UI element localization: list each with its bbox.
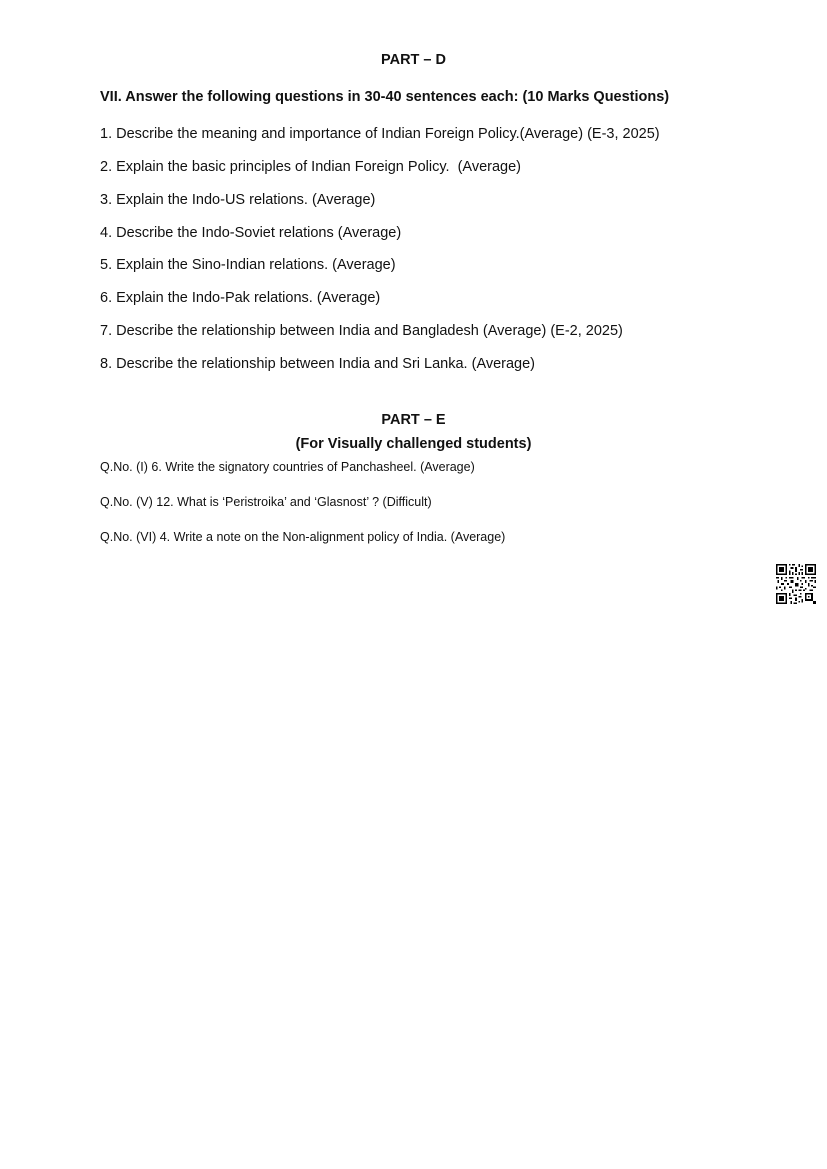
question-tag: (Average) (457, 159, 521, 175)
question-number: 3. (100, 192, 113, 208)
question-tag: (Average) (311, 192, 376, 208)
question-number: 4. (100, 225, 113, 241)
question-text: Explain the Indo-Pak relations. (116, 290, 313, 306)
qr-code-icon[interactable] (776, 564, 816, 604)
question-text: Describe the Indo-Soviet relations (116, 225, 334, 241)
question-item (100, 191, 375, 209)
question-reference: Q.No. (VI) 4. (100, 530, 171, 544)
question-tag: (Average) (337, 225, 402, 241)
question-tag: (Difficult) (382, 495, 432, 509)
question-number: 7. (100, 323, 113, 339)
question-item (100, 289, 380, 307)
list-item (100, 459, 475, 475)
question-item (100, 256, 396, 274)
question-text: Explain the Sino-Indian relations. (116, 257, 329, 273)
question-item (100, 158, 521, 176)
question-text: Describe the meaning and importance of Indian Foreign Policy. (116, 126, 520, 142)
question-text: Explain the Indo-US relations. (116, 192, 308, 208)
question-reference: Q.No. (I) 6. (100, 460, 162, 474)
question-tag: (Average) (332, 257, 396, 273)
question-tag: (Average) (316, 290, 381, 306)
part-d-instruction: VII. Answer the following questions in 30-40 sentences each: (10 Marks Questions) (100, 89, 670, 105)
question-text: Explain the basic principles of Indian Foreign Policy. (116, 159, 450, 175)
question-item (100, 125, 660, 143)
question-number: 6. (100, 290, 113, 306)
question-item (100, 322, 623, 340)
question-tag: (Average) (450, 530, 506, 544)
question-text: Describe the relationship between India and Bangladesh (116, 323, 479, 339)
question-text: What is ‘Peristroika’ and ‘Glasnost’ ? (177, 495, 380, 509)
list-item (100, 494, 432, 510)
list-item (100, 529, 505, 545)
question-tag: (Average) (471, 356, 536, 372)
question-reference: Q.No. (V) 12. (100, 495, 174, 509)
question-text: Write the signatory countries of Panchasheel. (165, 460, 417, 474)
question-text: Write a note on the Non-alignment policy of India. (173, 530, 448, 544)
question-tag: (Average) (E-2, 2025) (482, 323, 623, 339)
question-tag: (Average) (E-3, 2025) (519, 126, 660, 142)
question-text: Describe the relationship between India and Sri Lanka. (116, 356, 468, 372)
question-number: 8. (100, 356, 113, 372)
part-e-subheading: (For Visually challenged students) (295, 436, 532, 452)
question-number: 5. (100, 257, 113, 273)
question-number: 1. (100, 126, 113, 142)
question-number: 2. (100, 159, 113, 175)
question-item (100, 224, 401, 242)
question-tag: (Average) (420, 460, 475, 474)
question-item (100, 355, 535, 373)
part-d-heading: PART – D (381, 52, 446, 68)
part-e-heading: PART – E (381, 412, 446, 428)
